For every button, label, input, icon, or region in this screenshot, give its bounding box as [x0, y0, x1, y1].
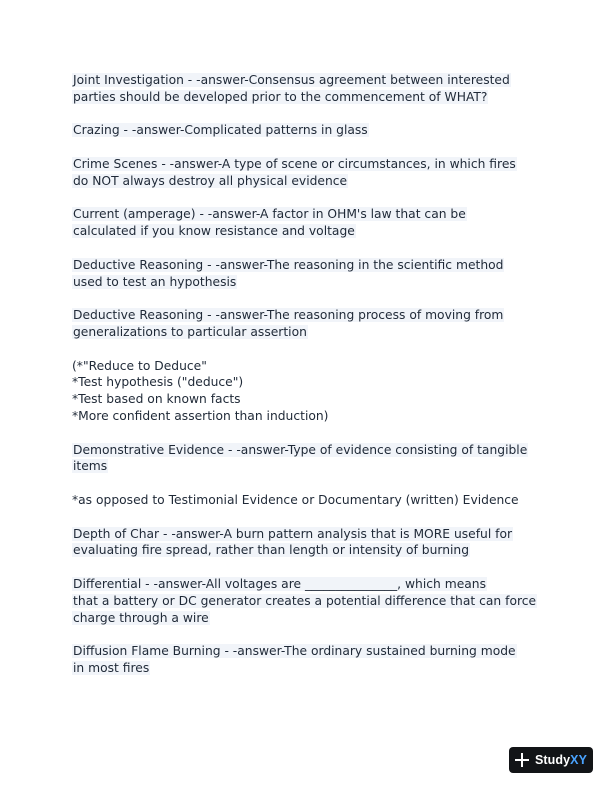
entry-paragraph — [72, 358, 552, 425]
entry-line: Differential - -answer-All voltages are _______________, which means — [73, 576, 487, 591]
entry-line-wrap — [72, 156, 552, 173]
entry-line: do NOT always destroy all physical evidence — [73, 173, 348, 188]
entry-line-wrap — [72, 593, 552, 610]
entry-line-wrap — [72, 307, 552, 324]
entry-line-wrap — [72, 643, 552, 660]
entry-line-wrap — [72, 408, 552, 425]
entry-line: *as opposed to Testimonial Evidence or Documentary (written) Evidence — [72, 492, 519, 507]
entry-line: calculated if you know resistance and voltage — [73, 224, 355, 239]
entry-line-wrap — [72, 660, 552, 677]
entry-paragraph — [72, 442, 552, 476]
entry-line-wrap — [72, 442, 552, 459]
entry-line: parties should be developed prior to the commencement of WHAT? — [73, 89, 488, 104]
document-body — [72, 72, 552, 693]
entry-line: Joint Investigation - -answer-Consensus agreement between interested — [73, 73, 510, 87]
entry-line-wrap — [72, 358, 552, 375]
entry-line: evaluating fire spread, rather than length or intensity of burning — [73, 543, 470, 558]
entry-paragraph — [72, 206, 552, 240]
entry-line: *Test hypothesis ("deduce") — [72, 375, 244, 390]
entries-list — [72, 72, 552, 677]
entry-paragraph — [72, 307, 552, 341]
entry-paragraph — [72, 526, 552, 560]
entry-line-wrap — [72, 257, 552, 274]
entry-line: *Test based on known facts — [72, 392, 241, 407]
entry-line: (*"Reduce to Deduce" — [72, 358, 207, 373]
brand-name — [535, 753, 587, 767]
entry-line: *More confident assertion than induction) — [72, 408, 329, 423]
entry-line-wrap — [72, 610, 552, 627]
entry-line-wrap — [72, 173, 552, 190]
studyxy-badge[interactable] — [509, 747, 593, 773]
entry-line-wrap — [72, 492, 552, 509]
brand-main: Study — [534, 753, 571, 767]
entry-line: Crime Scenes - -answer-A type of scene or circumstances, in which fires — [73, 156, 516, 171]
plus-icon — [515, 753, 529, 767]
entry-line-wrap — [72, 542, 552, 559]
entry-paragraph — [72, 72, 552, 106]
entry-line: Current (amperage) - -answer-A factor in OHM's law that can be — [73, 207, 466, 222]
entry-line-wrap — [72, 324, 552, 341]
entry-line: Deductive Reasoning - -answer-The reasoning process of moving from — [73, 308, 504, 323]
entry-line: charge through a wire — [73, 610, 209, 625]
entry-line-wrap — [72, 374, 552, 391]
entry-line: Diffusion Flame Burning - -answer-The ordinary sustained burning mode — [73, 644, 516, 659]
entry-line-wrap — [72, 274, 552, 291]
entry-line: that a battery or DC generator creates a potential difference that can force — [73, 593, 537, 608]
brand-accent: XY — [570, 753, 588, 767]
entry-paragraph — [72, 643, 552, 677]
entry-line: items — [73, 459, 108, 474]
entry-line-wrap — [72, 391, 552, 408]
entry-line: in most fires — [73, 660, 150, 675]
entry-line-wrap — [72, 72, 552, 89]
entry-line-wrap — [72, 223, 552, 240]
entry-line-wrap — [72, 576, 552, 593]
entry-line-wrap — [72, 526, 552, 543]
entry-line-wrap — [72, 122, 552, 139]
entry-line-wrap — [72, 458, 552, 475]
entry-paragraph — [72, 122, 552, 139]
entry-line: Deductive Reasoning - -answer-The reasoning in the scientific method — [73, 257, 504, 272]
entry-line-wrap — [72, 206, 552, 223]
entry-line-wrap — [72, 89, 552, 106]
entry-line: Crazing - -answer-Complicated patterns in glass — [73, 123, 368, 138]
entry-paragraph — [72, 576, 552, 626]
entry-paragraph — [72, 257, 552, 291]
entry-line: Demonstrative Evidence - -answer-Type of evidence consisting of tangible — [73, 442, 528, 457]
entry-line: generalizations to particular assertion — [73, 324, 307, 339]
entry-paragraph — [72, 492, 552, 509]
entry-line: Depth of Char - -answer-A burn pattern analysis that is MORE useful for — [73, 526, 513, 541]
entry-paragraph — [72, 156, 552, 190]
entry-line: used to test an hypothesis — [73, 274, 237, 289]
